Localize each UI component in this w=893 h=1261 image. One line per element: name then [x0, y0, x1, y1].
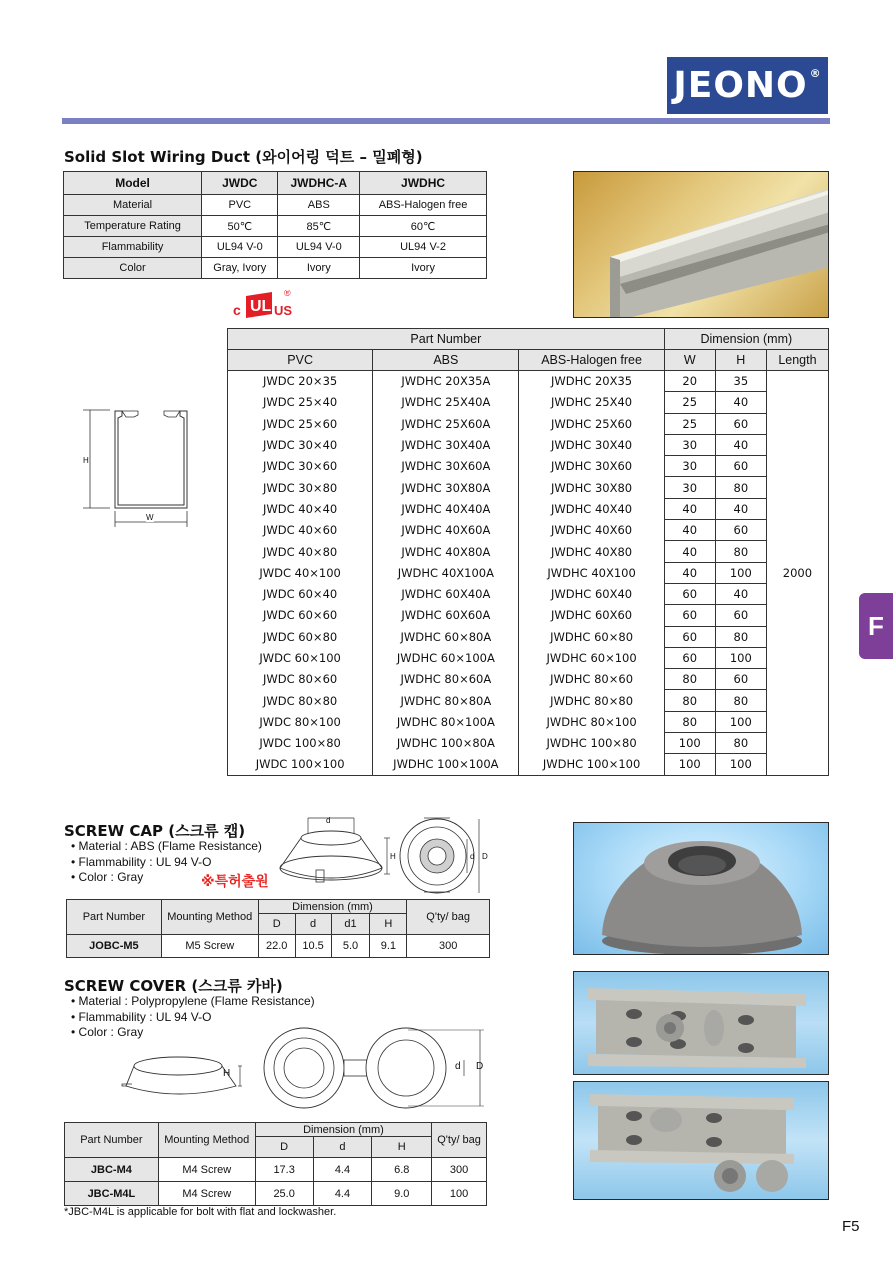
table-row	[228, 626, 829, 647]
parts-cell-pvc: JWDC 40×40	[228, 498, 373, 519]
cul-us-certification-mark	[232, 290, 312, 320]
parts-cell-w: 100	[664, 754, 715, 775]
table-row	[228, 711, 829, 732]
screw-cover-photo-2	[573, 1081, 829, 1200]
spec-row-material	[64, 195, 487, 216]
parts-cell-pvc: JWDC 60×80	[228, 626, 373, 647]
parts-cell-pvc: JWDC 30×60	[228, 456, 373, 477]
parts-cell-abs-hf: JWDHC 80×100	[519, 711, 664, 732]
parts-cell-abs-hf: JWDHC 25X60	[519, 413, 664, 434]
parts-table-body	[228, 371, 829, 776]
diagram-label-h: H	[83, 456, 89, 465]
table-row	[228, 456, 829, 477]
parts-cell-abs-hf: JWDHC 30X80	[519, 477, 664, 498]
parts-cell-abs-hf: JWDHC 25X40	[519, 392, 664, 413]
table-row	[228, 434, 829, 455]
parts-cell-h: 40	[715, 434, 766, 455]
parts-cell-h: 100	[715, 562, 766, 583]
cover-cell-pn: JBC-M4L	[65, 1182, 159, 1206]
parts-header-row-1	[228, 329, 829, 350]
parts-cell-abs-hf: JWDHC 100×80	[519, 733, 664, 754]
parts-cell-w: 100	[664, 733, 715, 754]
parts-cell-w: 80	[664, 669, 715, 690]
parts-cell-abs: JWDHC 40X40A	[373, 498, 519, 519]
cover-cell-d: 4.4	[313, 1182, 372, 1206]
duct-profile-drawing	[80, 405, 195, 530]
parts-cell-abs: JWDHC 25X40A	[373, 392, 519, 413]
header-divider	[62, 118, 830, 124]
cap-header-d: d	[295, 914, 331, 935]
parts-cell-abs-hf: JWDHC 40X40	[519, 498, 664, 519]
parts-cell-w: 40	[664, 498, 715, 519]
parts-cell-h: 60	[715, 605, 766, 626]
parts-cell-abs-hf: JWDHC 100×100	[519, 754, 664, 775]
cap-header-H: H	[370, 914, 407, 935]
cover-header-d: d	[313, 1137, 372, 1158]
table-row	[228, 562, 829, 583]
parts-cell-h: 80	[715, 626, 766, 647]
cert-c: c	[233, 302, 241, 318]
duct-parts-table	[227, 328, 829, 776]
spec-row-temperature	[64, 216, 487, 237]
parts-cell-abs-hf: JWDHC 80×80	[519, 690, 664, 711]
cover-label-h: H	[223, 1068, 231, 1079]
parts-cell-pvc: JWDC 100×80	[228, 733, 373, 754]
cap-header-dimension: Dimension (mm)	[258, 900, 407, 914]
parts-cell-w: 80	[664, 711, 715, 732]
spec-header-jwdhc-a: JWDHC-A	[278, 172, 360, 195]
parts-cell-pvc: JWDC 60×40	[228, 583, 373, 604]
screw-cover-drawing	[118, 1024, 490, 1110]
spec-cell: UL94 V-0	[202, 237, 278, 258]
parts-cell-abs-hf: JWDHC 30X40	[519, 434, 664, 455]
parts-cell-abs: JWDHC 40X80A	[373, 541, 519, 562]
parts-cell-abs-hf: JWDHC 40X100	[519, 562, 664, 583]
spec-cell: 85℃	[278, 216, 360, 237]
logo-registered-mark: ®	[809, 67, 822, 80]
parts-cell-abs-hf: JWDHC 40X60	[519, 520, 664, 541]
cap-cell-qty: 300	[407, 935, 490, 958]
parts-cell-abs: JWDHC 60×80A	[373, 626, 519, 647]
parts-cell-abs: JWDHC 40X100A	[373, 562, 519, 583]
parts-cell-pvc: JWDC 25×40	[228, 392, 373, 413]
parts-cell-h: 100	[715, 647, 766, 668]
cap-cell-d1: 5.0	[331, 935, 370, 958]
spec-row-flammability	[64, 237, 487, 258]
parts-cell-abs: JWDHC 100×100A	[373, 754, 519, 775]
parts-cell-w: 60	[664, 647, 715, 668]
logo-text: JEONO	[673, 65, 808, 106]
cover-cell-H: 6.8	[372, 1158, 432, 1182]
cap-cell-D: 22.0	[258, 935, 295, 958]
parts-cell-abs-hf: JWDHC 40X80	[519, 541, 664, 562]
table-row	[65, 1158, 487, 1182]
parts-cell-abs: JWDHC 100×80A	[373, 733, 519, 754]
cover-cell-H: 9.0	[372, 1182, 432, 1206]
parts-cell-abs: JWDHC 30X60A	[373, 456, 519, 477]
table-row	[228, 733, 829, 754]
table-row	[65, 1182, 487, 1206]
screw-cap-photo	[573, 822, 829, 955]
parts-cell-abs: JWDHC 60×100A	[373, 647, 519, 668]
cap-header-d1: d1	[331, 914, 370, 935]
spec-label: Temperature Rating	[64, 216, 202, 237]
parts-cell-abs: JWDHC 30X80A	[373, 477, 519, 498]
spec-cell: 60℃	[360, 216, 487, 237]
parts-cell-pvc: JWDC 60×100	[228, 647, 373, 668]
ul-logo-icon	[232, 290, 312, 320]
parts-cell-abs-hf: JWDHC 60×100	[519, 647, 664, 668]
parts-cell-h: 60	[715, 669, 766, 690]
cover-header-H: H	[372, 1137, 432, 1158]
page-number: F5	[842, 1218, 860, 1235]
cover-cell-d: 4.4	[313, 1158, 372, 1182]
parts-cell-pvc: JWDC 40×100	[228, 562, 373, 583]
cap-header-part-number: Part Number	[67, 900, 162, 935]
parts-cell-pvc: JWDC 30×80	[228, 477, 373, 498]
cover-cell-qty: 100	[432, 1182, 487, 1206]
parts-cell-pvc: JWDC 100×100	[228, 754, 373, 775]
cover-cell-D: 17.3	[255, 1158, 313, 1182]
parts-header-h: H	[715, 350, 766, 371]
table-row	[228, 583, 829, 604]
spec-cell: Ivory	[360, 258, 487, 279]
parts-cell-abs: JWDHC 60X40A	[373, 583, 519, 604]
cover-cell-pn: JBC-M4	[65, 1158, 159, 1182]
parts-cell-h: 60	[715, 520, 766, 541]
parts-cell-w: 30	[664, 477, 715, 498]
spec-label: Color	[64, 258, 202, 279]
spec-cell: Gray, Ivory	[202, 258, 278, 279]
parts-header-dimension: Dimension (mm)	[664, 329, 828, 350]
cap-header-row-1	[67, 900, 490, 914]
spec-label: Material	[64, 195, 202, 216]
spec-header-jwdc: JWDC	[202, 172, 278, 195]
parts-cell-abs: JWDHC 60X60A	[373, 605, 519, 626]
parts-cell-pvc: JWDC 25×60	[228, 413, 373, 434]
cover-cell-D: 25.0	[255, 1182, 313, 1206]
duct-product-photo	[573, 171, 829, 318]
table-row	[228, 413, 829, 434]
bullet-flammability: • Flammability : UL 94 V-O	[71, 1009, 212, 1024]
parts-cell-abs: JWDHC 20X35A	[373, 371, 519, 392]
parts-cell-w: 60	[664, 605, 715, 626]
parts-cell-w: 60	[664, 626, 715, 647]
cover-header-dimension: Dimension (mm)	[255, 1123, 431, 1137]
duct-section-title: Solid Slot Wiring Duct (와이어링 덕트 – 밀폐형)	[64, 148, 423, 166]
spec-cell: ABS	[278, 195, 360, 216]
bullet-material: • Material : ABS (Flame Resistance)	[71, 839, 262, 853]
parts-cell-h: 40	[715, 583, 766, 604]
cover-label-D: D	[476, 1061, 484, 1072]
cap-cell-pn: JOBC-M5	[67, 935, 162, 958]
cover-header-qty: Q'ty/ bag	[432, 1123, 487, 1158]
table-row	[228, 669, 829, 690]
parts-cell-h: 35	[715, 371, 766, 392]
spec-label: Flammability	[64, 237, 202, 258]
spec-cell: PVC	[202, 195, 278, 216]
cover-header-row-1	[65, 1123, 487, 1137]
screw-cover-diagram	[118, 1024, 490, 1110]
parts-cell-w: 25	[664, 392, 715, 413]
screw-cap-diagram	[274, 816, 494, 894]
screw-cover-photo-1	[573, 971, 829, 1075]
cap-label-D: D	[482, 852, 488, 861]
cap-header-qty: Q'ty/ bag	[407, 900, 490, 935]
parts-cell-w: 40	[664, 541, 715, 562]
parts-cell-length: 2000	[766, 371, 828, 776]
svg-text:UL: UL	[250, 298, 272, 315]
cover-label-d: d	[455, 1061, 461, 1072]
parts-cell-h: 40	[715, 498, 766, 519]
spec-row-color	[64, 258, 487, 279]
cap-header-D: D	[258, 914, 295, 935]
cover-cell-qty: 300	[432, 1158, 487, 1182]
parts-cell-w: 40	[664, 520, 715, 541]
parts-cell-w: 60	[664, 583, 715, 604]
parts-cell-w: 30	[664, 434, 715, 455]
table-row	[228, 477, 829, 498]
diagram-label-w: W	[146, 513, 154, 522]
svg-text:®: ®	[284, 290, 291, 298]
parts-cell-abs-hf: JWDHC 60×80	[519, 626, 664, 647]
parts-cell-pvc: JWDC 20×35	[228, 371, 373, 392]
spec-cell: Ivory	[278, 258, 360, 279]
parts-cell-pvc: JWDC 40×60	[228, 520, 373, 541]
table-row	[228, 647, 829, 668]
screw-cover-on-duct-illustration	[574, 972, 829, 1075]
spec-cell: UL94 V-0	[278, 237, 360, 258]
table-row	[228, 605, 829, 626]
spec-cell: ABS-Halogen free	[360, 195, 487, 216]
parts-cell-abs: JWDHC 80×60A	[373, 669, 519, 690]
parts-cell-h: 100	[715, 711, 766, 732]
cover-header-part-number: Part Number	[65, 1123, 159, 1158]
section-tab-f: F	[859, 593, 893, 659]
parts-cell-w: 20	[664, 371, 715, 392]
table-row	[228, 690, 829, 711]
patent-pending-note: ※특허출원	[201, 873, 269, 889]
cover-header-D: D	[255, 1137, 313, 1158]
parts-cell-w: 30	[664, 456, 715, 477]
parts-cell-h: 80	[715, 733, 766, 754]
cap-cell-d: 10.5	[295, 935, 331, 958]
cert-us: US	[274, 303, 293, 318]
spec-header-model: Model	[64, 172, 202, 195]
parts-cell-abs-hf: JWDHC 20X35	[519, 371, 664, 392]
parts-cell-w: 80	[664, 690, 715, 711]
cap-label-h: H	[390, 852, 396, 861]
duct-cross-section-diagram	[80, 405, 195, 530]
table-row	[228, 520, 829, 541]
screw-cover-open-illustration	[574, 1082, 829, 1200]
parts-cell-w: 40	[664, 562, 715, 583]
cap-label-d1: d	[470, 852, 475, 861]
parts-cell-h: 100	[715, 754, 766, 775]
parts-cell-h: 80	[715, 477, 766, 498]
bullet-flammability: • Flammability : UL 94 V-O	[71, 854, 212, 869]
parts-cell-h: 60	[715, 413, 766, 434]
parts-cell-pvc: JWDC 80×60	[228, 669, 373, 690]
parts-header-abs: ABS	[373, 350, 519, 371]
parts-cell-abs: JWDHC 80×100A	[373, 711, 519, 732]
cap-header-mounting: Mounting Method	[161, 900, 258, 935]
parts-header-part-number: Part Number	[228, 329, 665, 350]
cover-header-mounting: Mounting Method	[158, 1123, 255, 1158]
spec-cell: 50℃	[202, 216, 278, 237]
parts-cell-h: 60	[715, 456, 766, 477]
parts-cell-pvc: JWDC 30×40	[228, 434, 373, 455]
screw-cover-table	[64, 1122, 487, 1206]
parts-header-length: Length	[766, 350, 828, 371]
parts-cell-pvc: JWDC 60×60	[228, 605, 373, 626]
parts-cell-abs: JWDHC 40X60A	[373, 520, 519, 541]
duct-spec-table	[63, 171, 487, 279]
screw-cap-title: SCREW CAP (스크류 캡)	[64, 822, 246, 840]
table-row	[228, 498, 829, 519]
parts-cell-abs: JWDHC 80×80A	[373, 690, 519, 711]
parts-cell-abs: JWDHC 25X60A	[373, 413, 519, 434]
parts-header-pvc: PVC	[228, 350, 373, 371]
bullet-material: • Material : Polypropylene (Flame Resistance)	[71, 994, 315, 1008]
table-row	[228, 392, 829, 413]
screw-cap-product-illustration	[574, 823, 829, 955]
parts-cell-pvc: JWDC 80×80	[228, 690, 373, 711]
parts-cell-h: 80	[715, 690, 766, 711]
spec-header-jwdhc: JWDHC	[360, 172, 487, 195]
screw-cover-footnote: *JBC-M4L is applicable for bolt with flat and lockwasher.	[64, 1206, 337, 1218]
parts-header-w: W	[664, 350, 715, 371]
parts-header-abs-hf: ABS-Halogen free	[519, 350, 664, 371]
cap-label-d-top: d	[326, 816, 331, 825]
parts-cell-abs-hf: JWDHC 30X60	[519, 456, 664, 477]
cover-cell-mounting: M4 Screw	[158, 1182, 255, 1206]
screw-cap-drawing	[274, 816, 494, 894]
parts-cell-w: 25	[664, 413, 715, 434]
table-row	[228, 371, 829, 392]
parts-cell-pvc: JWDC 80×100	[228, 711, 373, 732]
spec-header-row	[64, 172, 487, 195]
bullet-color: • Color : Gray	[71, 1025, 144, 1039]
parts-header-row-2	[228, 350, 829, 371]
brand-logo	[667, 57, 828, 114]
wiring-duct-illustration	[574, 172, 829, 318]
screw-cover-title: SCREW COVER (스크류 카바)	[64, 977, 283, 995]
table-row	[228, 754, 829, 775]
table-row	[228, 541, 829, 562]
cap-cell-mounting: M5 Screw	[161, 935, 258, 958]
parts-cell-abs-hf: JWDHC 80×60	[519, 669, 664, 690]
cover-cell-mounting: M4 Screw	[158, 1158, 255, 1182]
parts-cell-pvc: JWDC 40×80	[228, 541, 373, 562]
spec-cell: UL94 V-2	[360, 237, 487, 258]
parts-cell-abs-hf: JWDHC 60X60	[519, 605, 664, 626]
bullet-color: • Color : Gray	[71, 870, 144, 884]
parts-cell-h: 40	[715, 392, 766, 413]
screw-cap-table	[66, 899, 490, 958]
parts-cell-abs: JWDHC 30X40A	[373, 434, 519, 455]
parts-cell-abs-hf: JWDHC 60X40	[519, 583, 664, 604]
table-row	[67, 935, 490, 958]
cap-cell-H: 9.1	[370, 935, 407, 958]
parts-cell-h: 80	[715, 541, 766, 562]
